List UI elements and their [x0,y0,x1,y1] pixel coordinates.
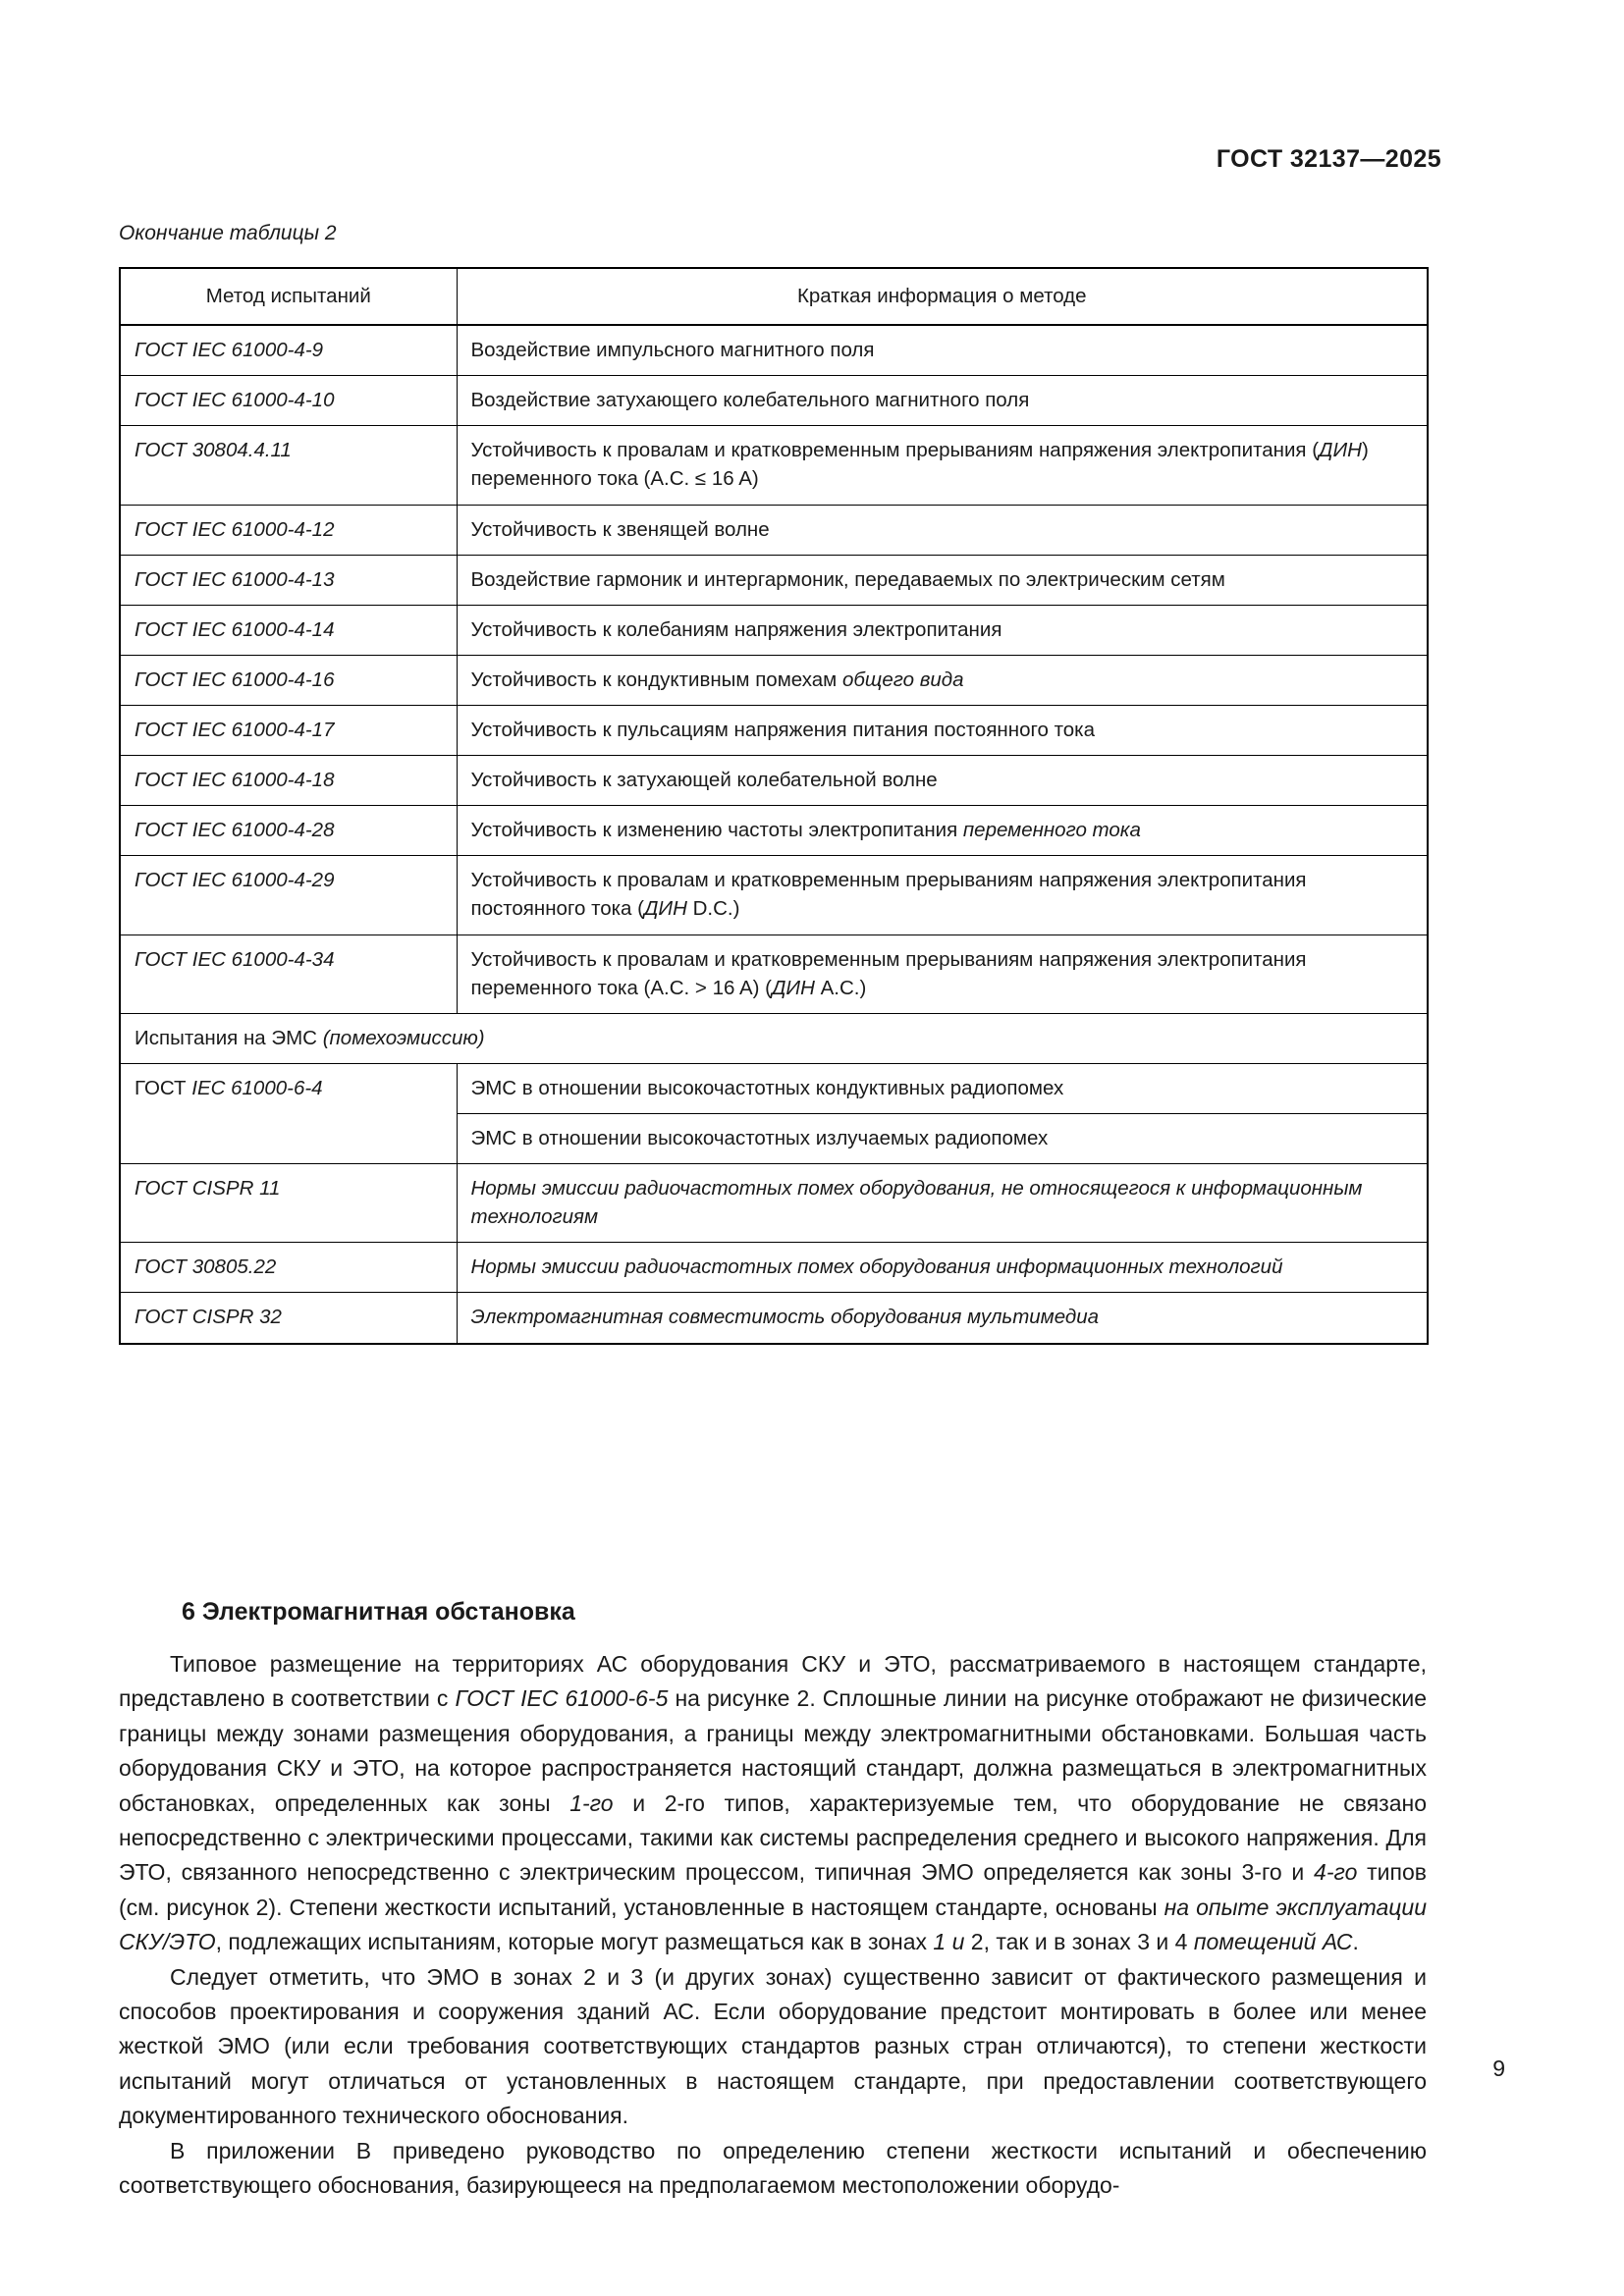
paragraph [119,1647,1427,1960]
cell-method: ГОСТ 30805.22 [120,1243,457,1293]
cell-method: ГОСТ IEC 61000-4-16 [120,655,457,705]
italic-run: 1 и [933,1929,965,1955]
cell-method: ГОСТ IEC 61000-4-13 [120,555,457,605]
body-text [119,1647,1427,2204]
test-methods-table [119,267,1429,1345]
cell-description [457,1113,1428,1163]
italic-run: Электромагнитная совместимость оборудования мультимедиа [470,1306,1100,1329]
cell-method: ГОСТ CISPR 11 [120,1164,457,1243]
section-heading: 6 Электромагнитная обстановка [182,1598,575,1626]
table-row [120,426,1428,505]
table-row [120,376,1428,426]
italic-run: Нормы эмиссии радиочастотных помех оборудования информационных технологий [470,1255,1283,1279]
text-run: Устойчивость к кондуктивным помехам [470,667,842,691]
cell-method: ГОСТ IEC 61000-4-10 [120,376,457,426]
text-run: , подлежащих испытаниям, которые могут размещаться как в зонах [215,1929,934,1955]
table-row [120,555,1428,605]
table-row [120,605,1428,655]
cell-description [457,705,1428,755]
text-run: Воздействие гармоник и интергармоник, передаваемых по электрическим сетям [470,567,1225,591]
italic-run: (помехоэмиссию) [322,1026,485,1049]
table-row [120,1063,1428,1113]
cell-method: ГОСТ IEC 61000-4-18 [120,756,457,806]
text-run: ) переменного тока (A.C. ≤ 16 A) [470,439,1369,491]
text-run: Устойчивость к пульсациям напряжения питания постоянного тока [470,718,1095,741]
cell-method: ГОСТ CISPR 32 [120,1293,457,1344]
text-run: Устойчивость к звенящей волне [470,517,770,541]
cell-description [457,1243,1428,1293]
table-row [120,806,1428,856]
table-header-row [120,268,1428,325]
cell-description [457,426,1428,505]
table-row [120,756,1428,806]
text-run: Устойчивость к провалам и кратковременным прерываниям напряжения электропитания ( [470,439,1320,462]
italic-run: 1-го [569,1789,614,1816]
table-2-continuation [119,267,1427,1345]
table-section-row [120,1013,1428,1063]
text-run: Устойчивость к провалам и кратковременным прерываниям напряжения электропитания переменного тока (A.C. > 16 A) ( [470,947,1307,999]
cell-method: ГОСТ IEC 61000-4-29 [120,856,457,934]
cell-method: ГОСТ IEC 61000-4-17 [120,705,457,755]
cell-description [457,605,1428,655]
paragraph [119,2134,1427,2204]
text-run: Следует отметить, что ЭМО в зонах 2 и 3 (и других зонах) существенно зависит от фактического размещения и способов проектирования и сооружения зданий АС. Если оборудование предстоит монтировать в более или менее жесткой ЭМО (или если требования соответствующих стандартов разных стран отличаются), то степени жесткости испытаний могут отличаться от установленных в настоящем стандарте, при предоставлении соответствующего документированного технического обоснования. [119,1963,1427,2129]
text-run: и 2-го типов, характеризуемые тем, что оборудование не связано непосредственно с электрическими процессами, такими как системы распределения среднего и высокого напряжения. Для ЭТО, связанного непосредственно с электрическим процессом, типичная ЭМО определяется как зоны 3-го и [119,1789,1427,1886]
cell-description [457,1164,1428,1243]
text-run: D.C.) [686,897,740,921]
column-header-method: Метод испытаний [120,268,457,325]
table-row [120,1243,1428,1293]
text-run: на рисунке 2. Сплошные линии на рисунке отображают не физические границы между зонами размещения оборудования, а границы между электромагнитными обстановками. Большая часть оборудования СКУ и ЭТО, на которое распространяется настоящий стандарт, должна размещаться в электромагнитных обстановках, определенных как зоны [119,1685,1428,1816]
text-run: Испытания на ЭМС [135,1026,323,1049]
cell-description [457,1293,1428,1344]
italic-run: ДИН [1319,439,1362,462]
cell-method: ГОСТ IEC 61000-4-12 [120,505,457,555]
text-run: A.C.) [814,976,867,999]
text-run: Устойчивость к колебаниям напряжения электропитания [470,617,1002,641]
text-run: 2, так и в зонах 3 и 4 [964,1929,1194,1955]
italic-run: на опыте эксплуатации СКУ/ЭТО [119,1894,1427,1955]
cell-method: ГОСТ IEC 61000-4-14 [120,605,457,655]
running-header: ГОСТ 32137—2025 [1216,145,1441,173]
italic-run: Нормы эмиссии радиочастотных помех оборудования, не относящегося к информационным технологиям [470,1177,1363,1229]
text-run: ЭМС в отношении высокочастотных излучаемых радиопомех [470,1126,1049,1149]
column-header-description: Краткая информация о методе [457,268,1428,325]
text-run: Типовое размещение на территориях АС оборудования СКУ и ЭТО, рассматриваемого в настоящем стандарте, представлено в соответствии с [119,1651,1427,1712]
cell-method: ГОСТ 30804.4.11 [120,426,457,505]
table-row [120,655,1428,705]
text-run: . [1352,1929,1359,1955]
page-number: 9 [1492,2056,1505,2081]
italic-run: помещений АС [1193,1929,1353,1955]
italic-run: 4-го [1314,1859,1358,1886]
italic-run: переменного тока [962,819,1141,842]
cell-method: ГОСТ IEC 61000-4-34 [120,934,457,1013]
table-row [120,1293,1428,1344]
text-run: Устойчивость к провалам и кратковременным прерываниям напряжения электропитания постоянного тока ( [470,869,1307,921]
cell-method [120,1063,457,1163]
table-caption: Окончание таблицы 2 [119,222,337,244]
italic-run: общего вида [841,667,964,691]
text-run: Воздействие импульсного магнитного поля [470,339,875,362]
text-run: В приложении В приведено руководство по определению степени жесткости испытаний и обеспечению соответствующего обоснования, базирующееся на предполагаемом местоположении оборудо- [119,2137,1427,2199]
cell-description [457,934,1428,1013]
cell-description [457,555,1428,605]
cell-section-label [120,1013,1428,1063]
italic-run: ГОСТ IEC 61000-6-5 [455,1685,669,1712]
text-run: ЭМС в отношении высокочастотных кондуктивных радиопомех [470,1076,1064,1099]
text-run: типов (см. рисунок 2). Степени жесткости испытаний, установленные в настоящем стандарте, основаны [119,1859,1427,1920]
table-row [120,1164,1428,1243]
cell-description [457,325,1428,376]
text-run: Воздействие затухающего колебательного магнитного поля [470,389,1030,412]
table-body [120,325,1428,1343]
table-row [120,325,1428,376]
text-run: Устойчивость к изменению частоты электропитания [470,819,963,842]
cell-description [457,806,1428,856]
text-run: Устойчивость к затухающей колебательной волне [470,769,938,792]
cell-method: ГОСТ IEC 61000-4-9 [120,325,457,376]
italic-run: ДИН [772,976,815,999]
cell-method: ГОСТ IEC 61000-4-28 [120,806,457,856]
cell-description [457,756,1428,806]
italic-run: IEC 61000-6-4 [191,1076,323,1099]
paragraph [119,1960,1427,2134]
cell-description [457,505,1428,555]
table-row [120,934,1428,1013]
cell-description [457,655,1428,705]
table-row [120,705,1428,755]
cell-description [457,856,1428,934]
cell-description [457,1063,1428,1113]
cell-description [457,376,1428,426]
text-run: ГОСТ [135,1076,192,1099]
table-row [120,505,1428,555]
italic-run: ДИН [643,897,687,921]
table-row [120,856,1428,934]
